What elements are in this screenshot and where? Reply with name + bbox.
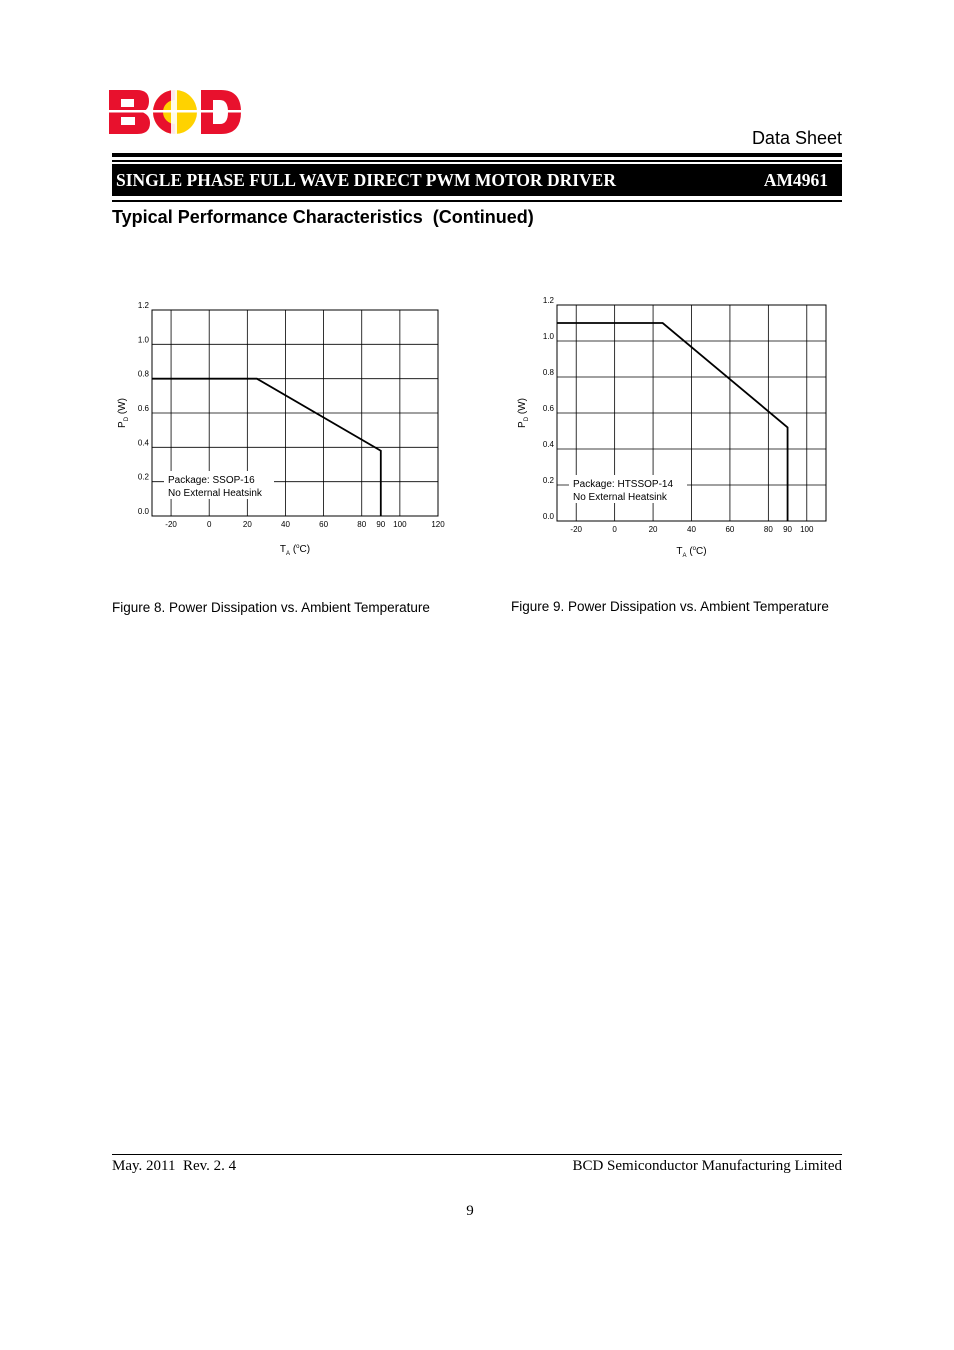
footer-company: BCD Semiconductor Manufacturing Limited bbox=[572, 1158, 842, 1174]
y-axis-label-unit: (W) bbox=[117, 398, 128, 417]
figure-9-caption: Figure 9. Power Dissipation vs. Ambient Temperature bbox=[511, 599, 829, 614]
footer-date-revision: May. 2011 Rev. 2. 4 bbox=[112, 1158, 237, 1174]
x-tick-label: 100 bbox=[393, 520, 407, 529]
y-axis-label-sub: D bbox=[124, 416, 130, 422]
y-axis-label bbox=[117, 398, 130, 428]
y-tick-label: 1.0 bbox=[137, 335, 149, 345]
x-tick-label: 100 bbox=[800, 525, 814, 534]
x-tick-label: 0 bbox=[612, 525, 617, 534]
x-tick-label: 40 bbox=[687, 525, 696, 534]
y-axis-label-sub: D bbox=[524, 416, 530, 422]
x-axis-label-main: T bbox=[676, 546, 683, 557]
x-axis-label-sup: o bbox=[296, 544, 300, 550]
x-tick-label: -20 bbox=[165, 520, 177, 529]
y-tick-label: 0.8 bbox=[542, 368, 554, 377]
figure-8-caption: Figure 8. Power Dissipation vs. Ambient Temperature bbox=[112, 600, 430, 615]
x-axis-label-main: T bbox=[279, 544, 287, 555]
title-bar-underline bbox=[112, 200, 842, 202]
x-tick-label: 60 bbox=[319, 520, 329, 529]
header-rule-thick bbox=[112, 153, 842, 157]
annotation-text: Package: HTSSOP-14 bbox=[573, 479, 674, 490]
x-tick-label: 90 bbox=[783, 525, 793, 534]
y-tick-label: 0.8 bbox=[137, 369, 149, 379]
x-axis-label-paren: ( bbox=[290, 544, 297, 555]
annotation-text: No External Heatsink bbox=[573, 492, 667, 503]
footer-rule bbox=[112, 1154, 842, 1155]
annotation-text: No External Heatsink bbox=[168, 488, 262, 499]
y-axis-label-main: P bbox=[117, 421, 128, 428]
y-axis-label-main: P bbox=[517, 421, 528, 428]
y-tick-label: 0.2 bbox=[137, 472, 149, 482]
y-axis-label bbox=[517, 398, 530, 428]
y-tick-label: 0.2 bbox=[542, 476, 554, 485]
x-tick-label: 20 bbox=[648, 525, 658, 534]
x-axis-label bbox=[676, 546, 706, 559]
x-axis-label-unit: C) bbox=[696, 546, 707, 557]
annotation-text: Package: SSOP-16 bbox=[168, 475, 255, 486]
y-tick-label: 0.0 bbox=[542, 512, 554, 521]
y-axis-label-unit: (W) bbox=[517, 398, 528, 417]
y-tick-label: 0.6 bbox=[137, 404, 149, 413]
chart-figure-8 bbox=[100, 290, 460, 565]
x-tick-label: 20 bbox=[242, 520, 252, 529]
x-tick-label: 60 bbox=[725, 525, 735, 534]
section-heading: Typical Performance Characteristics (Continued) bbox=[112, 207, 534, 227]
header-rule-thin bbox=[112, 160, 842, 162]
bcd-logo bbox=[109, 88, 241, 136]
document-title: SINGLE PHASE FULL WAVE DIRECT PWM MOTOR DRIVER bbox=[116, 169, 616, 190]
y-tick-label: 1.2 bbox=[137, 301, 149, 310]
chart-figure-9 bbox=[505, 290, 845, 565]
y-tick-label: 0.0 bbox=[137, 507, 149, 516]
x-tick-label: 0 bbox=[206, 520, 212, 529]
doc-type-label: Data Sheet bbox=[751, 128, 842, 148]
page-number: 9 bbox=[466, 1203, 474, 1219]
x-tick-label: 90 bbox=[376, 520, 386, 529]
x-axis-label-unit: C) bbox=[299, 544, 311, 555]
x-axis-label-sub: A bbox=[682, 553, 687, 559]
y-tick-label: 1.2 bbox=[542, 296, 554, 305]
x-tick-label: -20 bbox=[570, 525, 582, 534]
y-tick-label: 0.4 bbox=[137, 438, 149, 448]
x-tick-label: 120 bbox=[431, 520, 445, 529]
title-bar bbox=[112, 164, 842, 196]
x-axis-label bbox=[280, 544, 310, 557]
y-tick-label: 1.0 bbox=[542, 332, 554, 341]
y-tick-label: 0.4 bbox=[542, 440, 554, 449]
x-tick-label: 80 bbox=[357, 520, 367, 529]
part-number: AM4961 bbox=[763, 169, 828, 190]
x-axis-label-paren: ( bbox=[686, 546, 693, 557]
x-tick-label: 40 bbox=[281, 520, 290, 529]
x-axis-label-sub: A bbox=[286, 551, 291, 557]
x-axis-label-sup: o bbox=[692, 546, 697, 552]
x-tick-label: 80 bbox=[763, 525, 773, 534]
y-tick-label: 0.6 bbox=[542, 404, 554, 413]
